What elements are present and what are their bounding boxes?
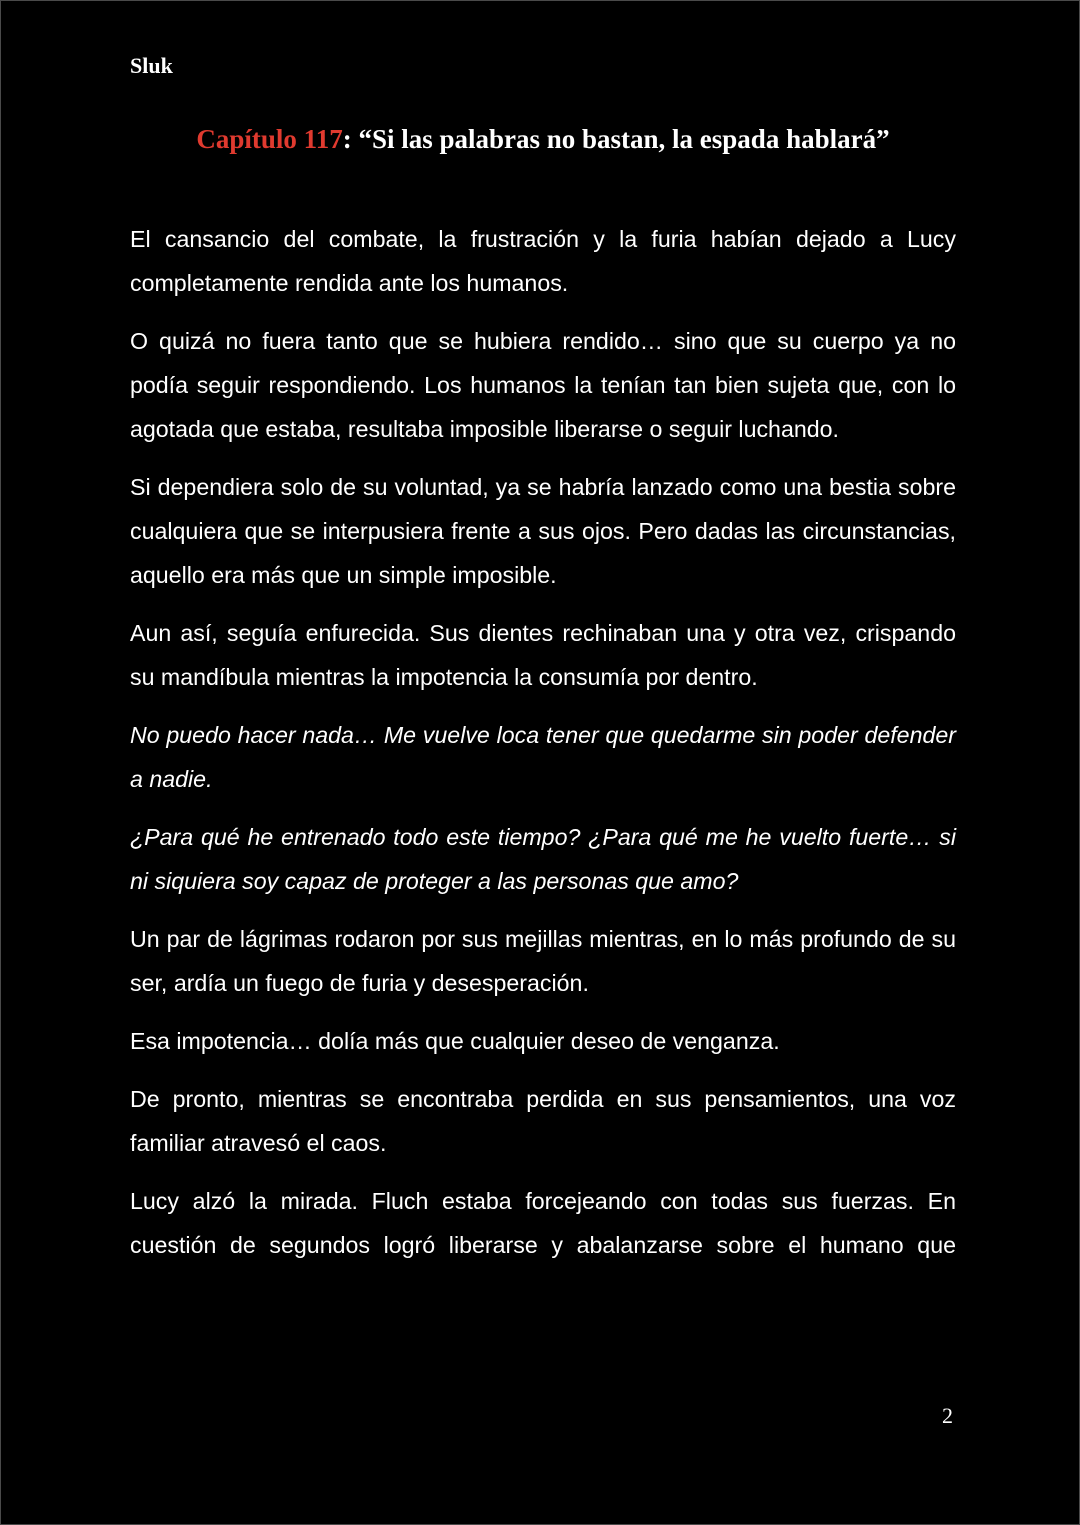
italic-thought-paragraph: ¿Para qué he entrenado todo este tiempo? ¿Para qué me he vuelto fuerte… si ni siquiera soy capaz de proteger a las personas que amo? [130, 824, 956, 894]
chapter-body [130, 217, 956, 1281]
paragraph: Esa impotencia… dolía más que cualquier deseo de venganza. [130, 1028, 780, 1054]
chapter-number: Capítulo 117 [196, 124, 343, 154]
paragraph: Aun así, seguía enfurecida. Sus dientes rechinaban una y otra vez, crispando su mandíbula mientras la impotencia la consumía por dentro. [130, 620, 956, 690]
chapter-title [130, 121, 956, 157]
paragraph: Si dependiera solo de su voluntad, ya se habría lanzado como una bestia sobre cualquiera que se interpusiera frente a sus ojos. Pero dadas las circunstancias, aquello era más que un simple imposible. [130, 474, 956, 588]
chapter-subtitle: : “Si las palabras no bastan, la espada hablará” [342, 124, 890, 154]
author-header: Sluk [130, 53, 173, 78]
paragraph: Un par de lágrimas rodaron por sus mejillas mientras, en lo más profundo de su ser, ardía un fuego de furia y desesperación. [130, 926, 956, 996]
page-number: 2 [942, 1403, 953, 1428]
paragraph: El cansancio del combate, la frustración y la furia habían dejado a Lucy completamente rendida ante los humanos. [130, 226, 956, 296]
paragraph: Lucy alzó la mirada. Fluch estaba forcejeando con todas sus fuerzas. En cuestión de segundos logró liberarse y abalanzarse sobre el humano que [130, 1188, 956, 1258]
paragraph: O quizá no fuera tanto que se hubiera rendido… sino que su cuerpo ya no podía seguir respondiendo. Los humanos la tenían tan bien sujeta que, con lo agotada que estaba, resultaba imposible liberarse o seguir luchando. [130, 328, 956, 442]
paragraph: De pronto, mientras se encontraba perdida en sus pensamientos, una voz familiar atravesó el caos. [130, 1086, 956, 1156]
italic-thought-paragraph: No puedo hacer nada… Me vuelve loca tener que quedarme sin poder defender a nadie. [130, 722, 956, 792]
